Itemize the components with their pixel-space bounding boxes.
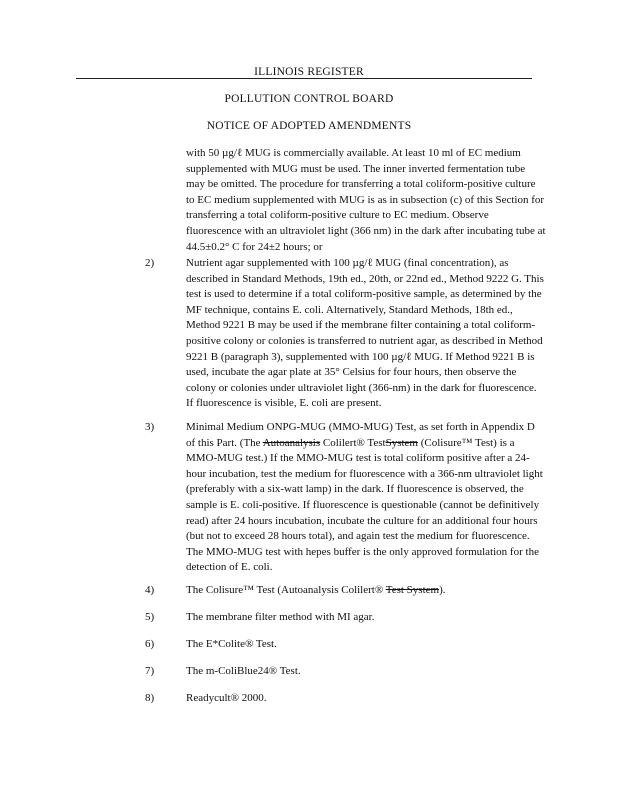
- item-3-text: [186, 420, 546, 576]
- notice-title: NOTICE OF ADOPTED AMENDMENTS: [206, 120, 412, 132]
- intro-paragraph: with 50 µg/ℓ MUG is commercially available. At least 10 ml of EC medium supplemented with MUG must be used. The inner inverted fermentation tube may be omitted. The procedure for transferring a total coliform-positive culture to EC medium supplemented with MUG is as in subsection (c) of this Section for transferring a total coliform-positive culture to EC medium. Observe fluorescence with an ultraviolet light (366 nm) in the dark after incubating tube at 44.5±0.2° C for 24±2 hours; or: [186, 147, 546, 253]
- item-3-strike-system: System: [385, 436, 418, 449]
- item-4-text-part2: ).: [439, 584, 446, 596]
- item-4-text-part1: The Colisure™ Test (Autoanalysis Colilert®: [186, 584, 386, 596]
- item-2-text: Nutrient agar supplemented with 100 µg/ℓ MUG (final concentration), as described in Standard Methods, 19th ed., 20th, or 22nd ed., Method 9222 G. This test is used to determine if a total coliform-positive sample, as determined by the MF technique, contains E. coli. Alternatively, Standard Methods, 18th ed., Method 9221 B may be used if the membrane filter containing a total coliform-positive colony or colonies is transferred to nutrient agar, as described in Method 9221 B (paragraph 3), supplemented with 100 µg/ℓ MUG. If Method 9221 B is used, incubate the agar plate at 35° Celsius for four hours, then observe the colony or colonies under ultraviolet light (366-nm) in the dark for fluorescence. If fluorescence is visible, E. coli are present.: [186, 257, 544, 410]
- item-number-2: 2): [145, 257, 155, 269]
- item-6-text: The E*Colite® Test.: [186, 638, 277, 650]
- item-7-text: The m-ColiBlue24® Test.: [186, 665, 301, 677]
- item-number-6: 6): [145, 638, 155, 650]
- item-3-text-part2: Colilert® Test: [320, 436, 386, 449]
- item-number-5: 5): [145, 611, 155, 623]
- item-number-4: 4): [145, 584, 155, 596]
- item-4-text: [186, 583, 546, 599]
- item-number-8: 8): [145, 692, 155, 704]
- item-5-text: The membrane filter method with MI agar.: [186, 611, 375, 623]
- item-3-text-part1: Minimal Medium ONPG-MUG (MMO-MUG) Test, as set forth in Appendix D of this Part. (The: [186, 421, 535, 449]
- item-8-text: Readycult® 2000.: [186, 692, 267, 704]
- item-4-strike-test-system: Test System: [385, 584, 440, 596]
- item-number-3: 3): [145, 421, 155, 433]
- register-title: ILLINOIS REGISTER: [254, 66, 364, 78]
- board-title: POLLUTION CONTROL BOARD: [224, 93, 394, 105]
- item-3-text-part3: (Colisure™ Test) is a MMO-MUG test.) If the MMO-MUG test is total coliform positive after a 24-hour incubation, test the medium for fluorescence with a 366-nm ultraviolet light (preferably with a six-watt lamp) in the dark. If fluorescence is observed, the sample is E. coli-positive. If fluorescence is questionable (cannot be definitively read) after 24 hours incubation, incubate the culture for an additional four hours (but not to exceed 28 hours total), and again test the medium for fluorescence. The MMO-MUG test with hepes buffer is the only approved formulation for the detection of E. coli.: [186, 436, 543, 574]
- item-number-7: 7): [145, 665, 155, 677]
- item-3-strike-autoanalysis: Autoanalysis: [262, 436, 321, 449]
- header-rule: [76, 78, 532, 79]
